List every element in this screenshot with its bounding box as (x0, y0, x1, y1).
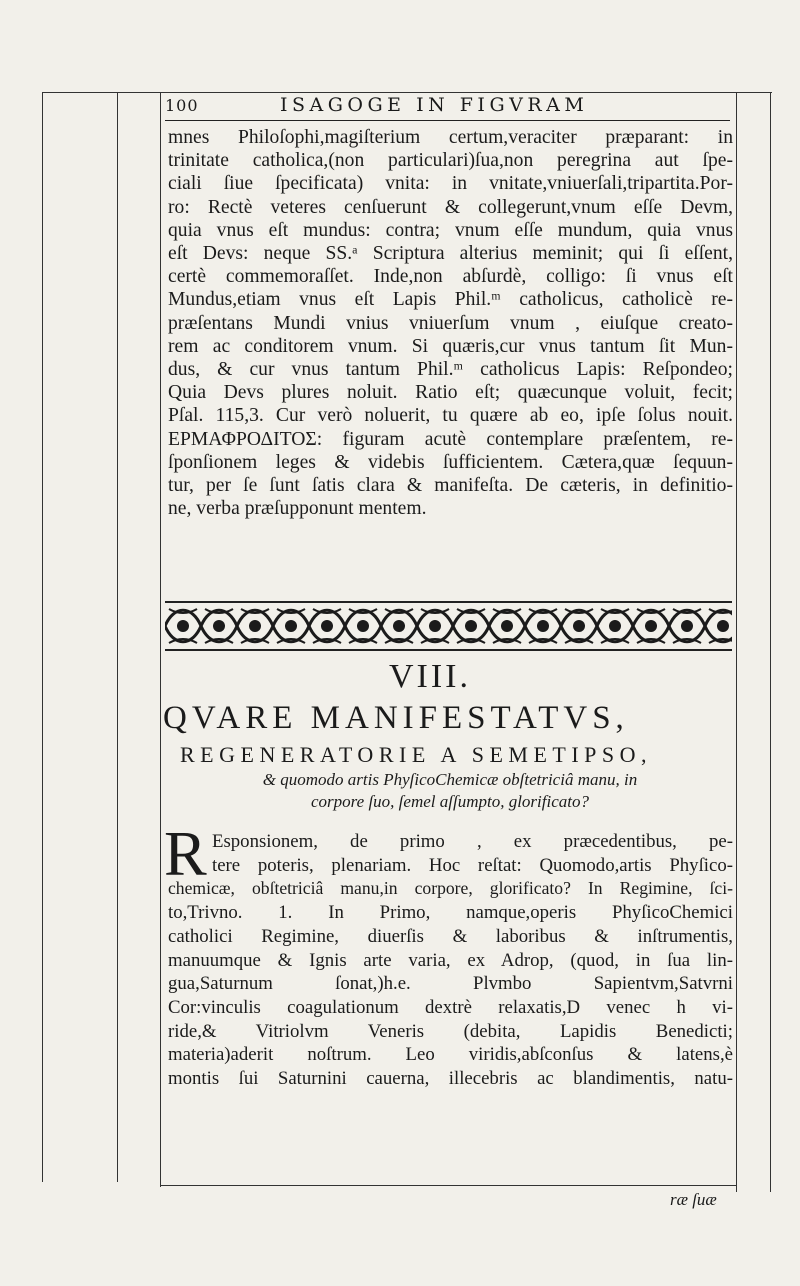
chapter-question-line: & quomodo artis PhyſicoChemicæ obſtetriciâ manu, in (262, 770, 638, 789)
ornament-boss (393, 620, 405, 632)
text-line: eſt Devs: neque SS.ᵃ Scriptura alterius meminit; qui ſi eſſent, (168, 243, 733, 265)
text-line: quia vnus eſt mundus: contra; vnum eſſe mundum, quia vnus (168, 219, 733, 241)
running-head (165, 94, 730, 118)
ornament-boss (429, 620, 441, 632)
ornament-boss (177, 620, 189, 632)
ornament-boss (645, 620, 657, 632)
chapter-question (165, 769, 735, 813)
ornament-boss (681, 620, 693, 632)
text-line: dus, & cur vnus tantum Phil.ᵐ catholicus Lapis: Reſpondeo; (168, 359, 733, 381)
chapter-question-line: corpore ſuo, ſemel aſſumpto, glorificato? (311, 792, 589, 811)
text-line: ride,& Vitriolvm Veneris (debita, Lapidis Benedicti; (168, 1020, 733, 1042)
catchword: ræ ſuæ (670, 1190, 717, 1209)
text-line: to,Trivno. 1. In Primo, namque,operis PhyſicoChemici (168, 902, 733, 924)
text-line: Esponsionem, de primo , ex præcedentibus, pe- (212, 831, 733, 852)
text-line: Quia Devs plures noluit. Ratio eſt; quæcunque voluit, fecit; (168, 382, 733, 404)
text-line: rem ac conditorem vnum. Si quæris,cur vnus tantum ſit Mun- (168, 335, 733, 357)
ornament-boss (573, 620, 585, 632)
text-line: trinitate catholica,(non particulari)ſua,non peregrina aut ſpe- (168, 150, 733, 172)
text-line: ΕΡΜΑΦΡΟΔΙΤΟΣ: figuram acutè contemplare præſentem, re- (168, 428, 733, 450)
text-line: tur, per ſe ſunt ſatis clara & manifeſta. De cæteris, in definitio- (168, 475, 733, 497)
running-title: ISAGOGE IN FIGVRAM (280, 94, 589, 116)
right-outer-rule (770, 92, 771, 1192)
text-line: certè commemoraſſet. Inde,non abſurdè, colligo: ſi vnus eſt (168, 266, 733, 288)
headpiece-ornament (165, 597, 732, 655)
text-line: chemicæ, obſtetriciâ manu,in corpore, glorificato? In Regimine, ſci- (168, 878, 733, 899)
text-line: tere poteris, plenariam. Hoc reſtat: Quomodo,artis Phyſico- (212, 854, 733, 876)
text-line: præſentans Mundi vnius vniuerſum vnum , eiuſque creato- (168, 312, 733, 334)
head-rule (165, 120, 730, 121)
text-line: mnes Philoſophi,magiſterium certum,veraciter præparant: in (168, 127, 733, 148)
text-line: manuumque & Ignis arte varia, ex Adrop, (quod, in ſua lin- (168, 949, 733, 971)
answer-paragraph (168, 830, 733, 1091)
text-line: Mundus,etiam vnus eſt Lapis Phil.ᵐ catholicus, catholicè re- (168, 289, 733, 311)
text-line: Cor:vinculis coagulationum dextrè relaxatis,D venec h vi- (168, 996, 733, 1018)
text-line: catholici Regimine, diuerſis & laboribus & inſtrumentis, (168, 925, 733, 947)
text-line: gua,Saturnum ſonat,)h.e. Plvmbo Sapientvm,Satvrni (168, 973, 733, 995)
left-inner-rule (117, 92, 118, 1182)
text-line: ro: Rectè veteres cenſuerunt & collegerunt,vnum eſſe Devm, (168, 196, 733, 218)
text-line: materia)aderit noſtrum. Leo viridis,abſconſus & latens,è (168, 1044, 733, 1066)
ornament-boss (537, 620, 549, 632)
text-left-rule (160, 92, 161, 1187)
drop-cap: R (164, 818, 207, 889)
text-line: Pſal. 115,3. Cur verò noluerit, tu quære ab eo, ipſe ſolus nouit. (168, 405, 733, 427)
ornament-boss (213, 620, 225, 632)
ornament-boss (465, 620, 477, 632)
left-outer-rule (42, 92, 43, 1182)
ornament-boss (321, 620, 333, 632)
ornament-boss (357, 620, 369, 632)
text-line: ſponſionem leges & videbis ſufficientem. Cætera,quæ ſequun- (168, 451, 733, 473)
ornament-boss (717, 620, 729, 632)
chapter-numeral: VIII. (388, 658, 472, 695)
ornament-boss (609, 620, 621, 632)
body-paragraph (168, 126, 733, 520)
ornament-boss (285, 620, 297, 632)
bottom-rule (160, 1185, 737, 1186)
chapter-subtitle: REGENERATORIE A SEMETIPSO, (180, 742, 653, 767)
ornament-boss (501, 620, 513, 632)
top-frame-rule (42, 92, 772, 93)
chapter-title: QVARE MANIFESTATVS, (163, 700, 629, 736)
text-right-rule (736, 92, 737, 1192)
text-line: ciali ſiue ſpecificata) vnita: in vnitate,vniuerſali,tripartita.Por- (168, 173, 733, 195)
page-number: 100 (165, 96, 199, 115)
ornament-boss (249, 620, 261, 632)
text-line: ne, verba præſupponunt mentem. (168, 498, 427, 520)
text-line: montis ſui Saturnini cauerna, illecebris ac blandimentis, natu- (168, 1068, 733, 1090)
